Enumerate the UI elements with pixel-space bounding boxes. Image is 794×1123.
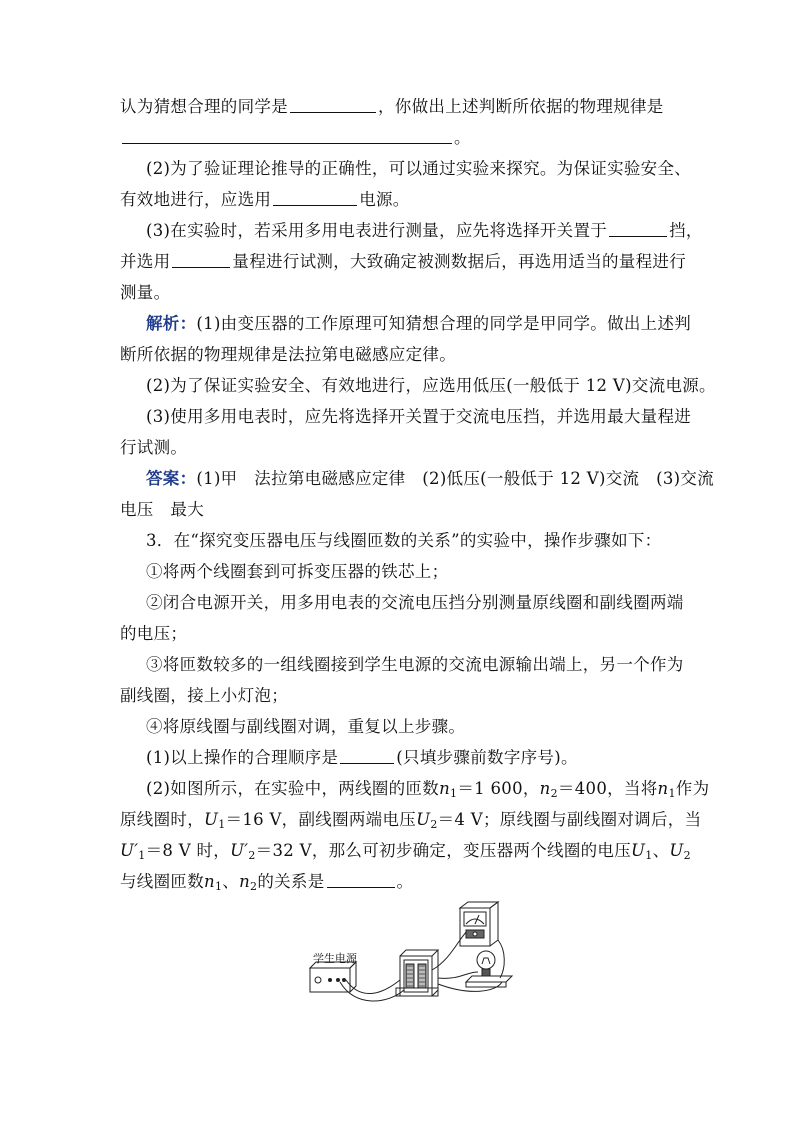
q3-step-2-line-1: ②闭合电源开关，用多用电表的交流电压挡分别测量原线圈和副线圈两端: [146, 593, 684, 612]
text: 有效地进行，应选用: [120, 190, 272, 209]
subscript: 1: [450, 787, 458, 800]
q2-part2-line-2: [120, 190, 676, 210]
q2-part2-line-1: (2)为了验证理论推导的正确性，可以通过实验来探究。为保证实验安全、: [146, 159, 692, 178]
text: 、: [652, 841, 670, 860]
text: 。: [396, 872, 414, 891]
text: (2)如图所示，在实验中，两线圈的匝数: [146, 779, 440, 798]
q3-stem: 3．在“探究变压器电压与线圈匝数的关系”的实验中，操作步骤如下：: [146, 531, 662, 550]
q3-part2-line-2: [120, 810, 702, 831]
subscript: 2: [550, 787, 558, 800]
answer-blank[interactable]: [122, 129, 452, 144]
subscript: 2: [250, 880, 258, 893]
answer-blank[interactable]: [172, 253, 230, 268]
var-n: n: [239, 872, 250, 891]
text: ＝1 600，: [457, 779, 540, 798]
text: (1)以上操作的合理顺序是: [146, 748, 339, 767]
text: 并选用: [120, 252, 171, 271]
answer-blank[interactable]: [609, 222, 667, 237]
text: (只填步骤前数字序号)。: [396, 748, 578, 767]
text: (3)在实验时，若采用多用电表进行测量，应先将选择开关置于: [146, 221, 608, 240]
analysis-label: 解析：: [146, 314, 197, 333]
text: ＝4 V；原线圈与副线圈对调后，当: [437, 810, 702, 829]
text: ＝400，当将: [557, 779, 658, 798]
analysis-line-1: [146, 314, 692, 334]
answer-line-1: [146, 469, 714, 489]
text: 。: [454, 128, 471, 147]
subscript: 1: [668, 787, 676, 800]
subscript: 1: [138, 849, 146, 862]
var-U: U: [669, 841, 684, 860]
figure-source-label: 学生电源: [313, 952, 357, 965]
answer-label: 答案：: [146, 469, 197, 488]
text: (1)由变压器的工作原理可知猜想合理的同学是甲同学。做出上述判: [196, 314, 692, 333]
analysis-line-3: (2)为了保证实验安全、有效地进行，应选用低压(一般低于 12 V)交流电源。: [146, 376, 716, 395]
text: (1)甲 法拉第电磁感应定律 (2)低压(一般低于 12 V)交流 (3)交流: [196, 469, 714, 488]
q3-step-2-line-2: 的电压；: [120, 624, 188, 643]
text: 作为: [675, 779, 710, 798]
text: 与线圈匝数: [120, 872, 204, 891]
text: 电源。: [359, 190, 410, 209]
text: ＝8 V 时，: [145, 841, 231, 860]
wire: [438, 972, 478, 978]
subscript: 1: [214, 880, 223, 893]
answer-blank[interactable]: [290, 98, 376, 113]
transformer-circuit-figure: [300, 900, 520, 1015]
subscript: 2: [683, 849, 691, 862]
answer-line-2: 电压 最大: [120, 500, 204, 519]
var-U: U: [204, 810, 219, 829]
q2-line-1: [120, 97, 676, 117]
q2-part3-line-1: [146, 221, 703, 241]
q2-part3-line-2: [120, 252, 687, 272]
text: ，你做出上述判断所依据的物理规律是: [378, 97, 664, 116]
answer-blank[interactable]: [340, 749, 394, 764]
text: ＝32 V，那么可初步确定，变压器两个线圈的电压: [255, 841, 632, 860]
subscript: 1: [645, 849, 653, 862]
var-U: U: [416, 810, 431, 829]
text: 量程进行试测，大致确定被测数据后，再选用适当的量程进行: [232, 252, 687, 271]
var-U-prime: U′: [230, 841, 249, 860]
answer-blank[interactable]: [327, 873, 395, 888]
var-U: U: [631, 841, 646, 860]
text: 挡，: [669, 221, 703, 240]
q3-part2-line-3: [120, 841, 691, 862]
analysis-line-5: 行试测。: [120, 438, 188, 457]
subscript: 1: [218, 818, 226, 831]
subscript: 2: [248, 849, 256, 862]
text: 认为猜想合理的同学是: [120, 97, 288, 116]
wire: [346, 980, 400, 994]
q3-step-4: ④将原线圈与副线圈对调，重复以上步骤。: [146, 717, 466, 736]
q3-part1: [146, 748, 676, 768]
var-n: n: [657, 779, 669, 798]
q3-part2-line-4: [120, 872, 676, 892]
analysis-line-4: (3)使用多用电表时，应先将选择开关置于交流电压挡，并选用最大量程进: [146, 407, 692, 426]
text: 、: [222, 872, 240, 891]
power-supply-icon: [310, 962, 356, 992]
var-n: n: [204, 872, 215, 891]
multimeter-icon: [460, 902, 498, 946]
q2-line-2: [120, 128, 676, 148]
text: ＝16 V，副线圈两端电压: [225, 810, 417, 829]
answer-blank[interactable]: [273, 191, 357, 206]
q3-part2-line-1: [146, 779, 710, 800]
wire: [498, 940, 504, 978]
text: 的关系是: [257, 872, 325, 891]
var-n: n: [439, 779, 451, 798]
q2-part3-line-3: 测量。: [120, 283, 171, 302]
q3-step-3-line-1: ③将匝数较多的一组线圈接到学生电源的交流电源输出端上，另一个作为: [146, 655, 684, 674]
var-U-prime: U′: [120, 841, 139, 860]
var-n: n: [539, 779, 551, 798]
subscript: 2: [430, 818, 438, 831]
lamp-icon: [466, 951, 512, 987]
transformer-icon: [396, 950, 438, 996]
q3-step-1: ①将两个线圈套到可拆变压器的铁芯上；: [146, 562, 449, 581]
text: 原线圈时，: [120, 810, 204, 829]
analysis-line-2: 断所依据的物理规律是法拉第电磁感应定律。: [120, 345, 456, 364]
q3-step-3-line-2: 副线圈，接上小灯泡；: [120, 686, 288, 705]
